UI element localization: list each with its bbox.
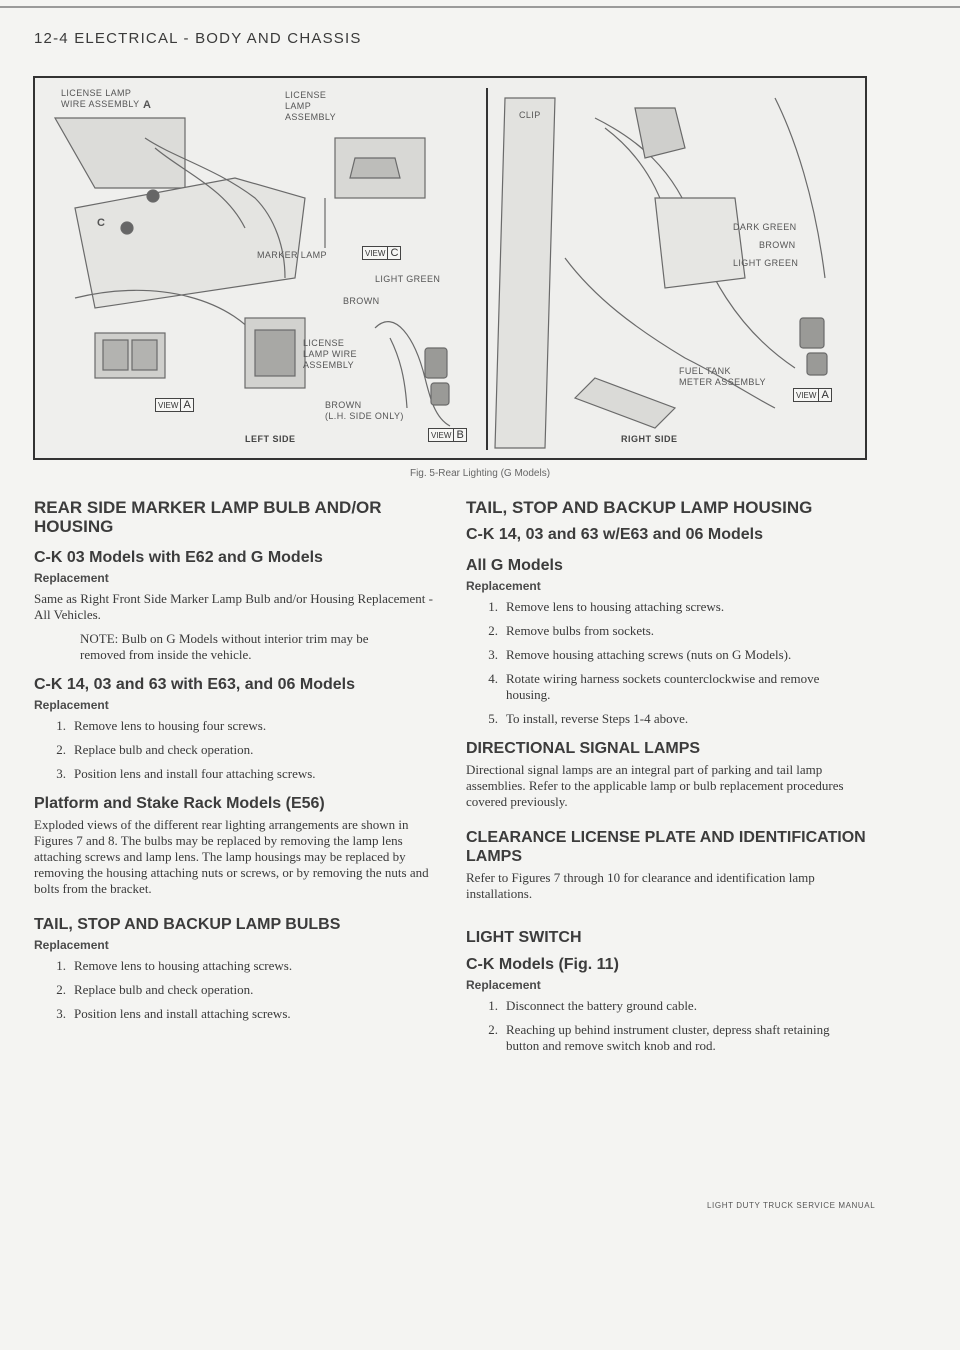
step-item: 5. To install, reverse Steps 1-4 above. — [488, 711, 689, 726]
heading-ck14-e63: C-K 14, 03 and 63 with E63, and 06 Models — [34, 676, 355, 693]
section-title-rear-side-marker: REAR SIDE MARKER LAMP BULB AND/OR HOUSING — [34, 498, 382, 536]
steps-list-light-switch — [466, 998, 866, 1054]
heading-tail-stop-backup-bulbs: TAIL, STOP AND BACKUP LAMP BULBS — [34, 916, 341, 933]
label-fuel-tank-meter-assembly: FUEL TANK METER ASSEMBLY — [679, 366, 766, 387]
label-brown-right: BROWN — [759, 240, 796, 250]
view-tag-b: VIEW B — [428, 428, 467, 442]
callout-marker-a: A — [143, 99, 152, 111]
paragraph-exploded-views: Exploded views of the different rear lighting arrangements are shown in Figures 7 and 8. The bulbs may be replaced by removing the lamp lens attaching screws and lamp lens. The lamp housings may be replaced by removing the housing attaching nuts or screws, or by removing the nuts and bolts from the bracket. — [34, 817, 429, 896]
view-tag-a-right: VIEW A — [793, 388, 832, 402]
label-brown-lh-side-only: BROWN (L.H. SIDE ONLY) — [325, 400, 404, 421]
step-item: 2. Remove bulbs from sockets. — [488, 623, 655, 638]
label-left-side: LEFT SIDE — [245, 434, 296, 444]
section-title-tail-stop-backup-housing: TAIL, STOP AND BACKUP LAMP HOUSING — [466, 498, 813, 517]
heading-ck14-w-e63: C-K 14, 03 and 63 w/E63 and 06 Models — [466, 526, 763, 543]
label-light-green-right: LIGHT GREEN — [733, 258, 799, 268]
step-item: 4. Rotate wiring harness sockets counterclockwise and remove housing. — [488, 671, 820, 702]
paragraph-same-as-front: Same as Right Front Side Marker Lamp Bulb and/or Housing Replacement - All Vehicles. — [34, 591, 433, 622]
step-item: 2. Reaching up behind instrument cluster, depress shaft retaining button and remove switch knob and rod. — [488, 1022, 830, 1053]
step-item: 3. Position lens and install four attaching screws. — [56, 766, 316, 781]
label-right-side: RIGHT SIDE — [621, 434, 678, 444]
subheading-replacement: Replacement — [34, 571, 109, 585]
step-item: 3. Position lens and install attaching screws. — [56, 1006, 291, 1021]
paragraph-clearance: Refer to Figures 7 through 10 for clearance and identification lamp installations. — [466, 870, 815, 901]
label-brown: BROWN — [343, 296, 380, 306]
figure-rear-lighting — [33, 76, 867, 460]
heading-directional-signal: DIRECTIONAL SIGNAL LAMPS — [466, 740, 701, 757]
view-tag-c: VIEW C — [362, 246, 401, 260]
note-bulb-g-models: NOTE: Bulb on G Models without interior trim may be removed from inside the vehicle. — [80, 631, 369, 662]
heading-light-switch: LIGHT SWITCH — [466, 929, 582, 946]
step-item: 2. Replace bulb and check operation. — [56, 982, 254, 997]
subheading-replacement: Replacement — [34, 698, 109, 712]
step-item: 1. Remove lens to housing attaching screws. — [488, 599, 725, 614]
label-marker-lamp: MARKER LAMP — [257, 250, 327, 260]
left-column — [34, 498, 434, 1030]
label-clip: CLIP — [519, 110, 541, 120]
figure-caption: Fig. 5-Rear Lighting (G Models) — [409, 468, 551, 479]
heading-ck03-e62: C-K 03 Models with E62 and G Models — [34, 549, 323, 566]
heading-ck-models-fig11: C-K Models (Fig. 11) — [466, 956, 619, 973]
steps-list-housing — [466, 599, 866, 727]
label-license-lamp-assembly: LICENSE LAMP ASSEMBLY — [285, 90, 337, 122]
subheading-replacement: Replacement — [466, 978, 541, 992]
paragraph-directional-signal: Directional signal lamps are an integral part of parking and tail lamp assemblies. Refer to the applicable lamp or bulb replacement procedures covered previously. — [466, 762, 844, 809]
subheading-replacement: Replacement — [34, 938, 109, 952]
heading-all-g-models: All G Models — [466, 557, 563, 574]
page-header: 12-4 ELECTRICAL - BODY AND CHASSIS — [34, 30, 362, 47]
steps-list-ck14 — [34, 718, 434, 782]
page-footer: LIGHT DUTY TRUCK SERVICE MANUAL — [707, 1201, 876, 1210]
step-item: 2. Replace bulb and check operation. — [56, 742, 254, 757]
step-item: 1. Remove lens to housing four screws. — [56, 718, 267, 733]
label-dark-green: DARK GREEN — [733, 222, 797, 232]
step-item: 1. Disconnect the battery ground cable. — [488, 998, 697, 1013]
callout-marker-c: C — [97, 217, 106, 229]
label-license-lamp-wire-assembly: LICENSE LAMP WIRE ASSEMBLY — [61, 88, 140, 109]
step-item: 3. Remove housing attaching screws (nuts on G Models). — [488, 647, 792, 662]
heading-platform-stake-rack: Platform and Stake Rack Models (E56) — [34, 795, 325, 812]
label-light-green: LIGHT GREEN — [375, 274, 441, 284]
steps-list-bulbs — [34, 958, 434, 1022]
subheading-replacement: Replacement — [466, 579, 541, 593]
view-tag-a-left: VIEW A — [155, 398, 194, 412]
top-rule — [0, 6, 960, 8]
right-column — [466, 498, 866, 1062]
label-license-lamp-wire-assembly-2: LICENSE LAMP WIRE ASSEMBLY — [303, 338, 357, 370]
step-item: 1. Remove lens to housing attaching screws. — [56, 958, 293, 973]
heading-clearance-license-plate: CLEARANCE LICENSE PLATE AND IDENTIFICATION LAMPS — [466, 829, 866, 865]
